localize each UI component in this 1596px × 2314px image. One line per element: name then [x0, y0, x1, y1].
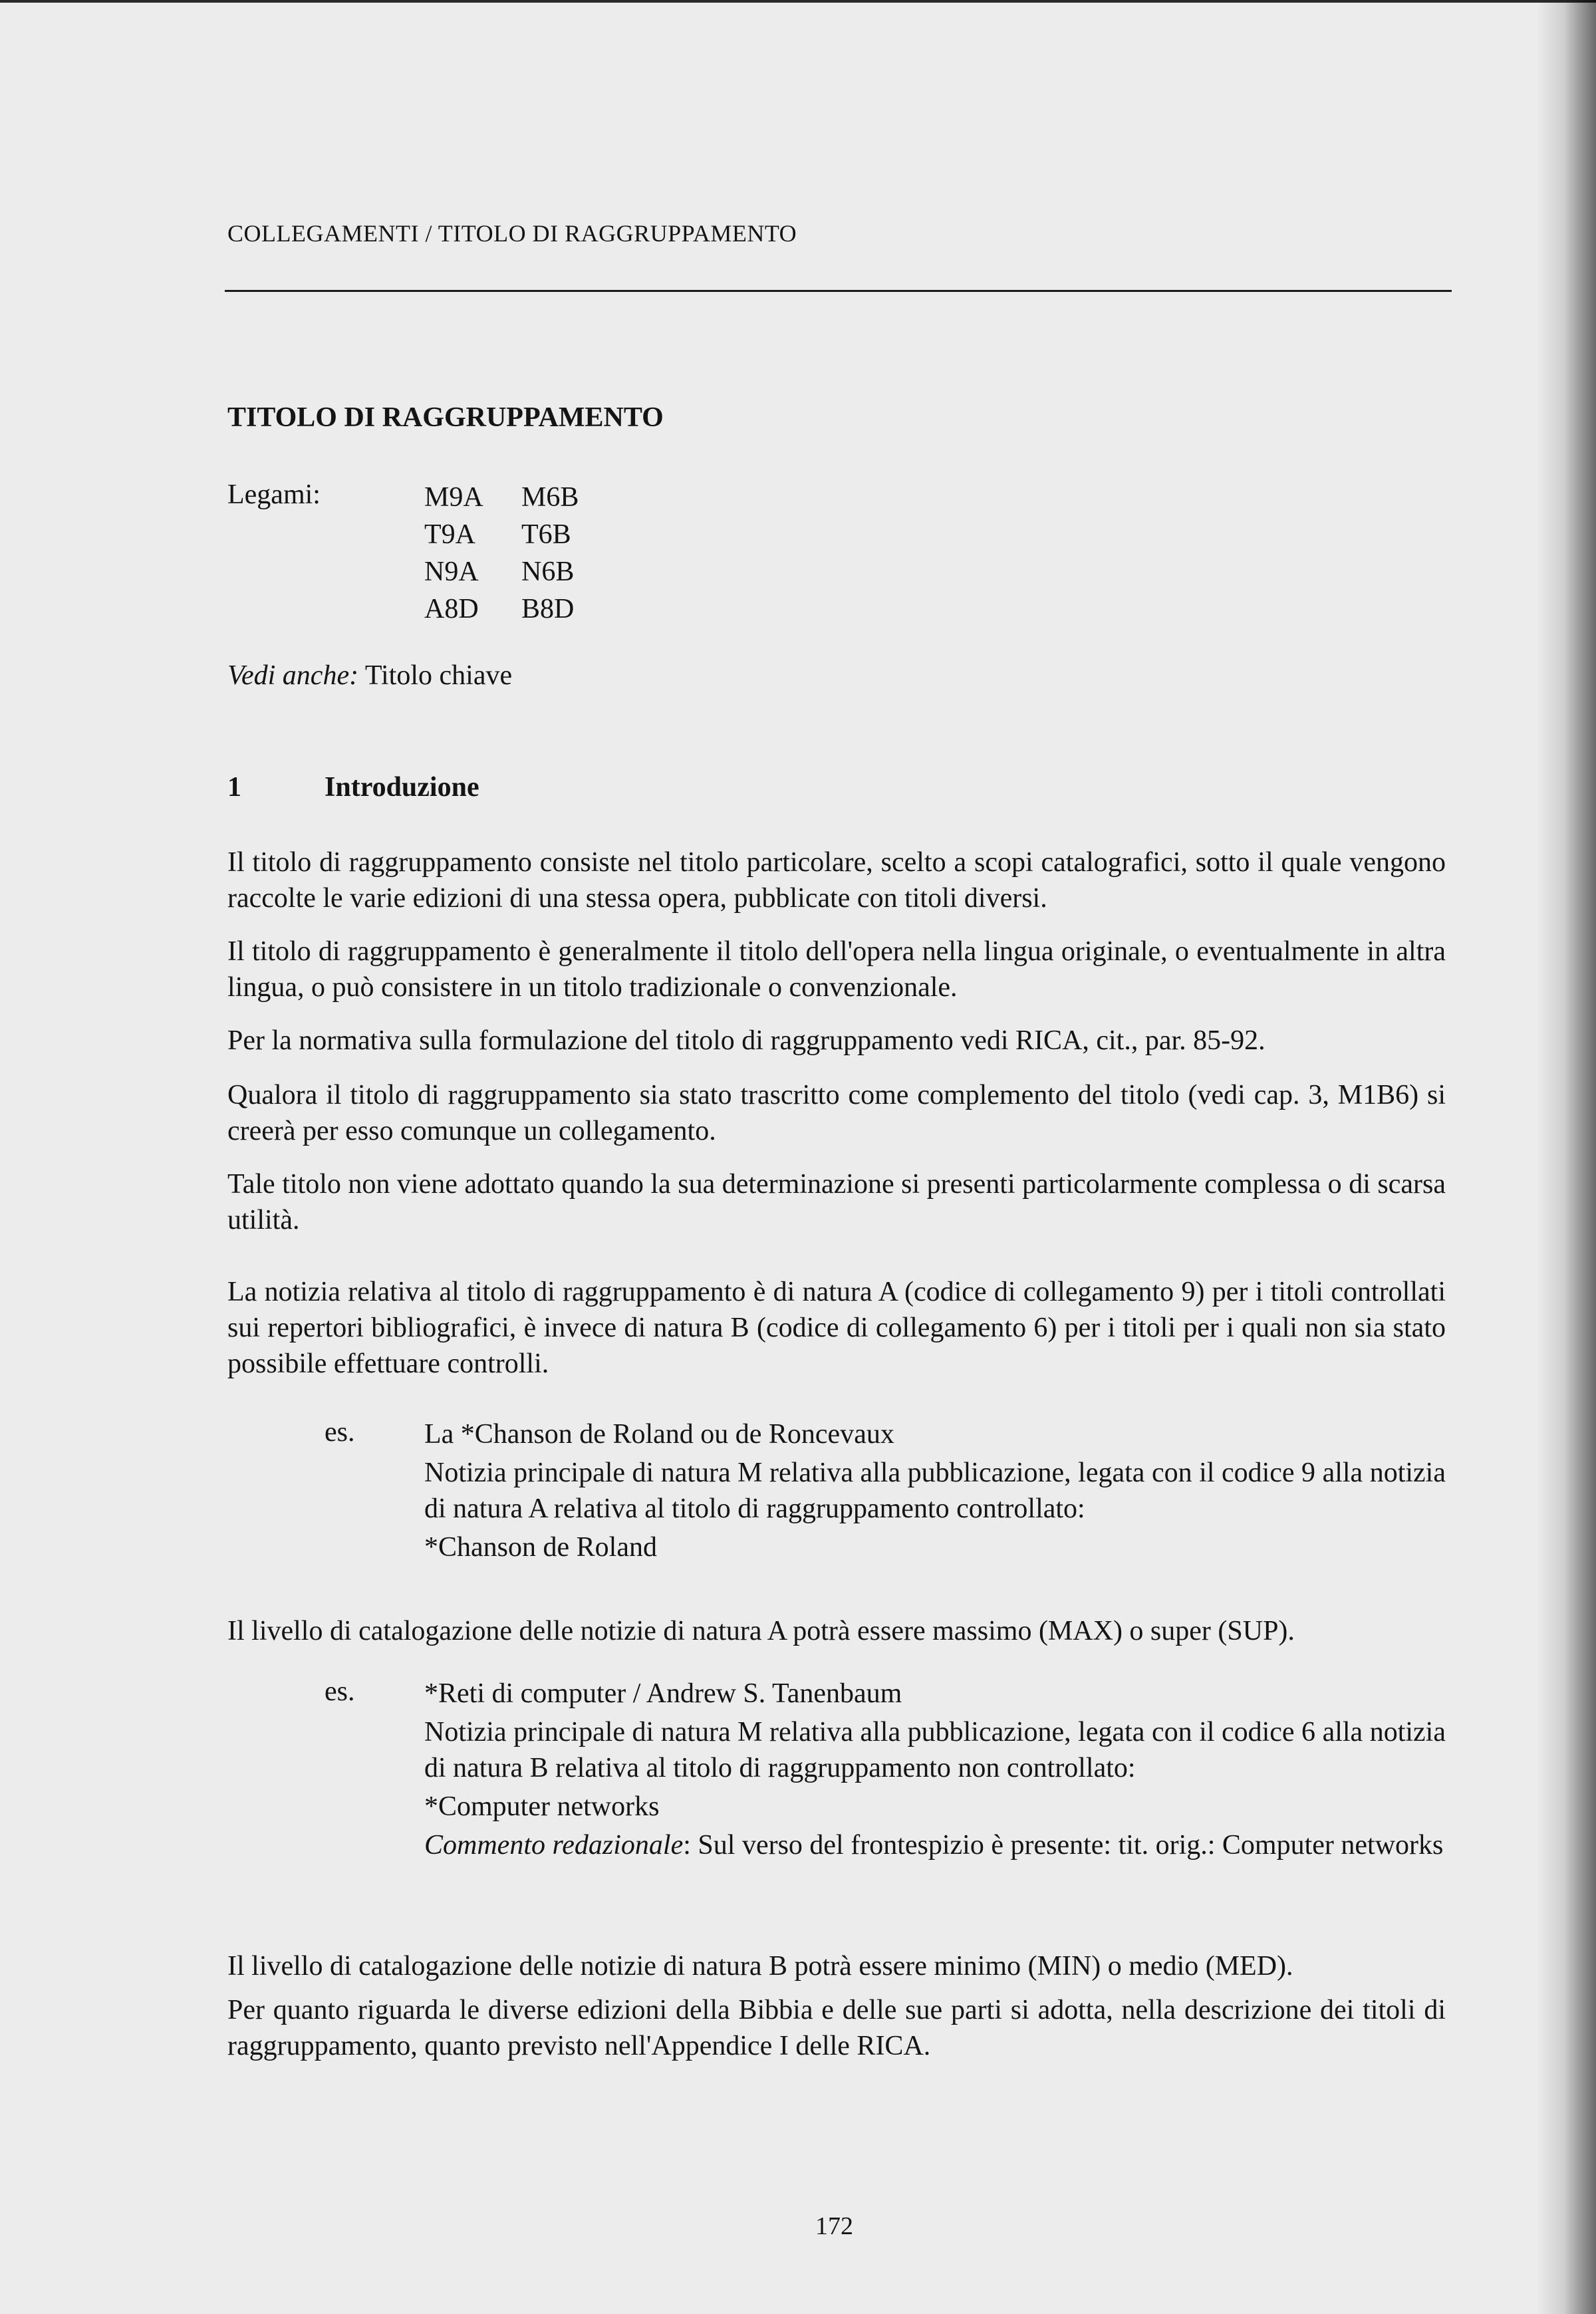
legami-label: Legami:: [227, 479, 321, 510]
example-note: Notizia principale di natura M relativa alla pubblicazione, legata con il codice 6 alla notizia di natura B relativa al titolo di raggruppamento non controllato:: [424, 1717, 1446, 1783]
running-head: COLLEGAMENTI / TITOLO DI RAGGRUPPAMENTO: [227, 220, 797, 247]
legami-code: N9A: [424, 557, 479, 587]
see-also-value: Titolo chiave: [358, 660, 513, 691]
legami-code: B8D: [521, 594, 575, 624]
legami-code: A8D: [424, 594, 479, 624]
legami-code: N6B: [521, 557, 575, 587]
page-top-edge: [0, 0, 1596, 3]
example-2: [424, 1676, 1446, 1866]
paragraph: Per la normativa sulla formulazione del titolo di raggruppamento vedi RICA, cit., par. 85-92.: [227, 1025, 1265, 1056]
paragraph: Per quanto riguarda le diverse edizioni della Bibbia e delle sue parti si adotta, nella descrizione dei titoli di raggruppamento, quanto previsto nell'Appendice I delle RICA.: [227, 1995, 1446, 2061]
comment-label: Commento redazionale: [424, 1830, 684, 1861]
section-heading: Introduzione: [325, 772, 479, 803]
legami-codes: [424, 479, 601, 628]
legami-code: M6B: [521, 482, 579, 513]
example-label: es.: [325, 1676, 355, 1707]
paragraph: Il titolo di raggruppamento consiste nel titolo particolare, scelto a scopi catalografici, sotto il quale vengono raccolte le varie edizioni di una stessa opera, pubblicate con titoli diversi.: [227, 847, 1446, 914]
example-label: es.: [325, 1417, 355, 1448]
section-title: TITOLO DI RAGGRUPPAMENTO: [227, 402, 664, 433]
example-linked-title: *Computer networks: [424, 1791, 660, 1822]
example-1: [424, 1416, 1446, 1568]
paragraph: Il livello di catalogazione delle notizie di natura A potrà essere massimo (MAX) o super (SUP).: [227, 1616, 1295, 1646]
section-number: 1: [227, 772, 241, 803]
paragraph: Qualora il titolo di raggruppamento sia stato trascritto come complemento del titolo (vedi cap. 3, M1B6) si creerà per esso comunque un collegamento.: [227, 1080, 1446, 1146]
binding-shadow: [1536, 0, 1596, 2314]
see-also-label: Vedi anche:: [227, 660, 359, 691]
paragraph: Tale titolo non viene adottato quando la sua determinazione si presenti particolarmente complessa o di scarsa utilità.: [227, 1169, 1446, 1235]
header-rule: [225, 290, 1452, 292]
comment-text: : Sul verso del frontespizio è presente: tit. orig.: Computer networks: [683, 1830, 1444, 1861]
legami-code: T6B: [521, 519, 571, 550]
paragraph: Il titolo di raggruppamento è generalmente il titolo dell'opera nella lingua originale, o eventualmente in altra lingua, o può consistere in un titolo tradizionale o convenzionale.: [227, 936, 1446, 1003]
example-note: Notizia principale di natura M relativa alla pubblicazione, legata con il codice 9 alla notizia di natura A relativa al titolo di raggruppamento controllato:: [424, 1458, 1446, 1524]
legami-code: T9A: [424, 519, 475, 550]
page-number: 172: [815, 2212, 853, 2240]
paragraph: La notizia relativa al titolo di raggruppamento è di natura A (codice di collegamento 9) per i titoli controllati sui repertori bibliografici, è invece di natura B (codice di collegamento 6) per i titoli per i quali non sia stato possibile effettuare controlli.: [227, 1277, 1446, 1379]
example-linked-title: *Chanson de Roland: [424, 1532, 657, 1563]
example-comment: [424, 1827, 1446, 1863]
paragraph: Il livello di catalogazione delle notizie di natura B potrà essere minimo (MIN) o medio (MED).: [227, 1951, 1293, 1982]
see-also: [227, 660, 512, 692]
example-title: *Reti di computer / Andrew S. Tanenbaum: [424, 1678, 902, 1709]
example-title: La *Chanson de Roland ou de Roncevaux: [424, 1419, 894, 1450]
legami-code: M9A: [424, 482, 483, 513]
